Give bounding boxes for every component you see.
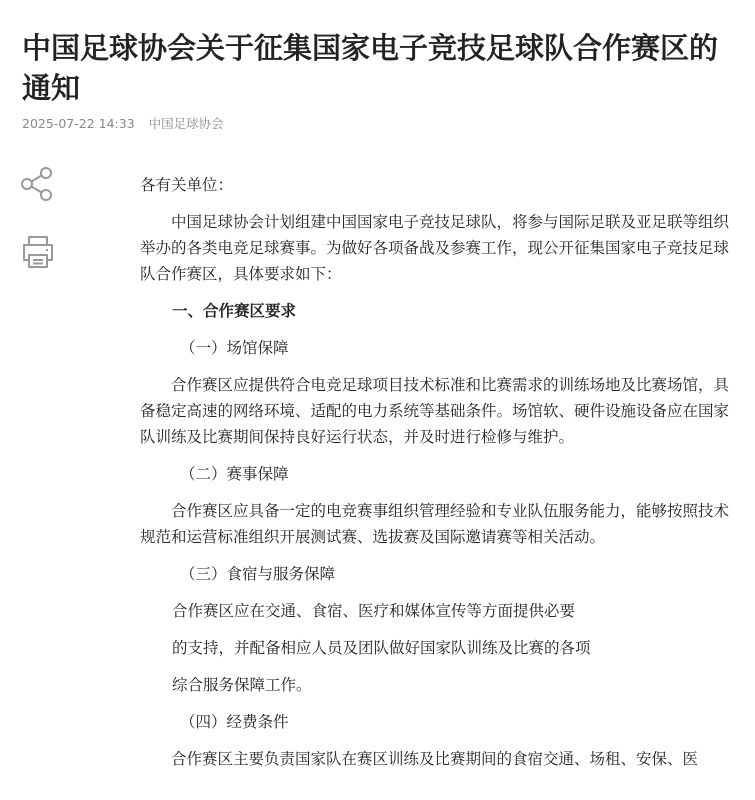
- intro-paragraph: 中国足球协会计划组建中国国家电子竞技足球队，将参与国际足联及亚足联等组织举办的各类电竞足球赛事。为做好各项备战及参赛工作，现公开征集国家电子竞技足球队合作赛区，具体要求如下：: [140, 213, 730, 283]
- salutation: 各有关单位：: [140, 176, 234, 194]
- paragraph-line: 合作赛区应在交通、食宿、医疗和媒体宣传等方面提供必要: [172, 602, 576, 620]
- subsection-heading: （二）赛事保障: [180, 465, 289, 483]
- article-meta: [22, 114, 224, 132]
- share-icon-graphic: [20, 166, 56, 202]
- paragraph-line: 的支持，并配备相应人员及团队做好国家队训练及比赛的各项: [172, 639, 591, 657]
- publisher-source: 中国足球协会: [148, 116, 224, 131]
- print-icon[interactable]: [20, 234, 56, 270]
- subsection-heading: （四）经费条件: [180, 713, 289, 731]
- subsection-paragraph: 合作赛区应提供符合电竞足球项目技术标准和比赛需求的训练场地及比赛场馆，具备稳定高速的网络环境、适配的电力系统等基础条件。场馆软、硬件设施设备应在国家队训练及比赛期间保持良好运行状态，并及时进行检修与维护。: [140, 376, 730, 446]
- subsection-heading: （三）食宿与服务保障: [180, 565, 336, 583]
- share-icon[interactable]: [20, 166, 56, 202]
- paragraph-line: 综合服务保障工作。: [172, 676, 312, 694]
- article-title: 中国足球协会关于征集国家电子竞技足球队合作赛区的通知: [22, 31, 719, 105]
- article-toolbar: [20, 166, 60, 270]
- subsection-heading: （一）场馆保障: [180, 339, 289, 357]
- section-heading: 一、合作赛区要求: [172, 302, 297, 320]
- subsection-paragraph: 合作赛区主要负责国家队在赛区训练及比赛期间的食宿交通、场租、安保、医: [171, 750, 699, 768]
- article-body: [140, 172, 736, 783]
- print-icon-graphic: [20, 234, 56, 270]
- publish-date: 2025-07-22 14:33: [22, 116, 135, 131]
- subsection-paragraph: 合作赛区应具备一定的电竞赛事组织管理经验和专业队伍服务能力，能够按照技术规范和运营标准组织开展测试赛、选拔赛及国际邀请赛等相关活动。: [140, 502, 730, 546]
